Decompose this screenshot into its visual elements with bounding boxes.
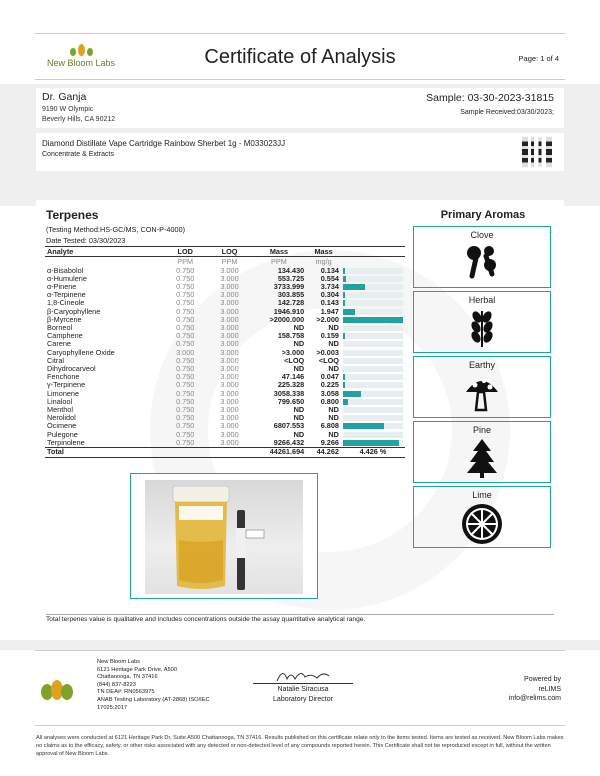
mass-ppm-value: 158.758 xyxy=(277,331,305,341)
aroma-label: Lime xyxy=(472,490,492,500)
loq-value: 3.000 xyxy=(220,437,239,447)
address-line: (844) 837-8223 xyxy=(97,681,136,688)
mass-bar-fill xyxy=(343,317,403,323)
loq-value: 3.000 xyxy=(220,306,239,316)
footer-lab-name: New Bloom Labs xyxy=(97,659,140,665)
mass-bar xyxy=(343,382,403,388)
mass-mgg-value: 0.143 xyxy=(320,298,339,308)
unit-ppm: PPM xyxy=(271,256,287,266)
analyte-name: Borneol xyxy=(47,322,73,332)
lod-value: 0.750 xyxy=(176,306,195,316)
mass-bar-fill xyxy=(343,391,361,397)
units-row xyxy=(45,257,405,267)
loq-value: 3.000 xyxy=(220,380,239,390)
mass-bar-fill xyxy=(343,309,355,315)
mass-bar-cell xyxy=(341,349,405,357)
terpenes-note: Total terpenes value is qualitative and includes concentrations outside the assay quantitative analytical range. xyxy=(46,614,554,623)
mass-ppm-value: 553.725 xyxy=(277,273,305,283)
mass-bar xyxy=(343,317,403,323)
mass-mgg-value: <LOQ xyxy=(318,355,339,365)
powered-by-name: reLIMS xyxy=(538,685,561,693)
mass-bar-cell xyxy=(341,299,405,307)
aroma-label: Earthy xyxy=(468,360,495,370)
mass-ppm-value: 142.728 xyxy=(277,298,305,308)
lod-value: 0.750 xyxy=(176,388,195,398)
lod-value: 0.750 xyxy=(176,339,195,349)
mass-bar xyxy=(343,333,403,339)
mass-bar-fill xyxy=(343,284,365,290)
loq-value: 3.000 xyxy=(220,355,239,365)
mass-bar-fill xyxy=(343,399,348,405)
total-row xyxy=(45,447,405,457)
product-info xyxy=(36,133,564,171)
mass-bar-cell xyxy=(341,422,405,430)
mass-mgg-value: ND xyxy=(328,363,339,373)
loq-value: 3.000 xyxy=(220,314,239,324)
product-category: Concentrate & Extracts xyxy=(42,151,114,158)
lod-value: 0.750 xyxy=(176,363,195,373)
address-line: Chattanooga, TN 37416 xyxy=(97,674,158,681)
herb-icon xyxy=(467,307,497,349)
mass-ppm-value: 47.146 xyxy=(281,372,305,382)
analyte-name: Camphene xyxy=(47,331,83,341)
mass-mgg-value: 9.266 xyxy=(320,437,339,447)
col-analyte: Analyte xyxy=(45,247,163,257)
lime-slice-icon xyxy=(460,502,504,546)
analyte-name: Limonene xyxy=(47,388,80,398)
analyte-name: Nerolidol xyxy=(47,413,76,423)
mass-mgg-value: ND xyxy=(328,339,339,349)
aroma-label: Herbal xyxy=(468,295,496,305)
mass-ppm-value: ND xyxy=(293,363,305,373)
loq-value: 3.000 xyxy=(220,331,239,341)
mass-bar-fill xyxy=(343,333,345,339)
loq-value: 3.000 xyxy=(220,298,239,308)
analyte-name: Dihydrocarveol xyxy=(47,363,96,373)
loq-value: 3.000 xyxy=(220,322,239,332)
mass-ppm-value: ND xyxy=(293,413,305,423)
mass-bar-cell xyxy=(341,340,405,348)
total-ppm: 44261.694 xyxy=(252,447,307,457)
client-address-line2: Beverly Hills, CA 90212 xyxy=(42,116,116,123)
mass-bar-cell xyxy=(341,381,405,389)
clove-icon xyxy=(462,242,502,282)
mass-ppm-value: 9266.432 xyxy=(273,437,305,447)
lod-value: 0.750 xyxy=(176,437,195,447)
loq-value: 3.000 xyxy=(220,265,239,275)
analyte-name: Citral xyxy=(47,355,65,365)
mass-mgg-value: 0.304 xyxy=(320,290,339,300)
client-info xyxy=(36,88,564,128)
mass-bar xyxy=(343,268,403,274)
mass-bar-cell xyxy=(341,373,405,381)
mass-mgg-value: 0.134 xyxy=(320,265,339,275)
mass-bar-cell xyxy=(341,283,405,291)
signature-block xyxy=(253,669,353,703)
lod-value: 0.750 xyxy=(176,429,195,439)
lod-value: 0.750 xyxy=(176,322,195,332)
mass-mgg-value: 3.734 xyxy=(320,281,339,291)
mass-bar-cell xyxy=(341,267,405,275)
mass-bar-fill xyxy=(343,382,345,388)
lab-address xyxy=(97,659,210,712)
mass-bar-fill xyxy=(343,268,345,274)
address-line: ANAB Testing Laboratory (AT-2868) ISO/IEC xyxy=(97,696,210,703)
analyte-name: β-Myrcene xyxy=(47,314,82,324)
mass-mgg-value: 6.808 xyxy=(320,421,339,431)
sample-received: Sample Received:03/30/2023; xyxy=(460,109,554,116)
mass-bar xyxy=(343,292,403,298)
lod-value: 0.750 xyxy=(176,404,195,414)
mass-mgg-value: 0.225 xyxy=(320,380,339,390)
loq-value: 3.000 xyxy=(220,372,239,382)
signature-image xyxy=(273,667,333,685)
analyte-name: Pulegone xyxy=(47,429,78,439)
loq-value: 3.000 xyxy=(220,388,239,398)
analyte-name: Terpinolene xyxy=(47,437,85,447)
mass-bar xyxy=(343,358,403,364)
analyte-name: Caryophyllene Oxide xyxy=(47,347,115,357)
lod-value: 0.750 xyxy=(176,355,195,365)
pine-tree-icon xyxy=(465,437,499,479)
lod-value: 0.750 xyxy=(176,273,195,283)
mass-bar-cell xyxy=(341,308,405,316)
powered-by xyxy=(509,675,561,704)
loq-value: 3.000 xyxy=(220,396,239,406)
mass-bar xyxy=(343,341,403,347)
loq-value: 3.000 xyxy=(220,347,239,357)
mass-bar-cell xyxy=(341,365,405,373)
analyte-name: α-Terpinene xyxy=(47,290,86,300)
mass-bar xyxy=(343,325,403,331)
aroma-card-clove xyxy=(413,226,551,288)
product-photo xyxy=(130,473,318,599)
mass-ppm-value: >2000.000 xyxy=(269,314,305,324)
analyte-name: 1,8-Cineole xyxy=(47,298,85,308)
lod-value: 3.000 xyxy=(176,347,195,357)
mass-ppm-value: ND xyxy=(293,429,305,439)
primary-aromas-title: Primary Aromas xyxy=(440,209,526,221)
mass-ppm-value: 6807.553 xyxy=(273,421,305,431)
mass-bar xyxy=(343,432,403,438)
mass-bar-cell xyxy=(341,357,405,365)
mass-ppm-value: 303.855 xyxy=(277,290,305,300)
loq-value: 3.000 xyxy=(220,363,239,373)
mass-ppm-value: 3733.999 xyxy=(273,281,305,291)
mass-bar-cell xyxy=(341,275,405,283)
mass-mgg-value: ND xyxy=(328,322,339,332)
mass-bar-cell xyxy=(341,406,405,414)
page-title: Certificate of Analysis xyxy=(204,46,396,68)
qr-code-icon[interactable] xyxy=(522,137,552,167)
aroma-card-herbal xyxy=(413,291,551,353)
terpenes-table xyxy=(45,246,405,458)
lod-value: 0.750 xyxy=(176,380,195,390)
aroma-card-pine xyxy=(413,421,551,483)
sample-id: Sample: 03-30-2023-31815 xyxy=(426,92,554,104)
mass-mgg-value: 0.800 xyxy=(320,396,339,406)
lod-value: 0.750 xyxy=(176,290,195,300)
lod-value: 0.750 xyxy=(176,265,195,275)
loq-value: 3.000 xyxy=(220,404,239,414)
mass-ppm-value: 799.650 xyxy=(277,396,305,406)
mass-bar xyxy=(343,391,403,397)
mass-bar xyxy=(343,276,403,282)
address-line: 6121 Heritage Park Drive, A500 xyxy=(97,666,177,673)
aroma-card-lime xyxy=(413,486,551,548)
analyte-name: Carene xyxy=(47,339,71,349)
mass-mgg-value: ND xyxy=(328,404,339,414)
contact-email[interactable]: info@relims.com xyxy=(508,695,561,702)
lod-value: 0.750 xyxy=(176,421,195,431)
loq-value: 3.000 xyxy=(220,413,239,423)
mass-bar-cell xyxy=(341,291,405,299)
mass-mgg-value: 0.159 xyxy=(320,331,339,341)
unit-mgg: mg/g xyxy=(315,256,332,266)
mass-mgg-value: ND xyxy=(328,429,339,439)
mass-bar-fill xyxy=(343,423,384,429)
aroma-label: Pine xyxy=(472,425,491,435)
mass-ppm-value: 1946.910 xyxy=(273,306,305,316)
powered-by-label: Powered by xyxy=(524,676,561,683)
mass-bar-fill xyxy=(343,276,346,282)
analyte-name: β-Caryophyllene xyxy=(47,306,101,316)
header xyxy=(35,33,565,80)
lod-value: 0.750 xyxy=(176,331,195,341)
analyte-name: α-Pinene xyxy=(47,281,77,291)
mass-bar-cell xyxy=(341,414,405,422)
mass-ppm-value: 225.328 xyxy=(277,380,305,390)
mushroom-icon xyxy=(462,372,502,414)
sample-info xyxy=(426,92,554,116)
analyte-name: Menthol xyxy=(47,404,73,414)
mass-ppm-value: 3058.338 xyxy=(273,388,305,398)
col-lod: LOD xyxy=(163,247,207,257)
mass-bar-cell xyxy=(341,324,405,332)
aroma-label: Clove xyxy=(470,230,494,240)
mass-bar-fill xyxy=(343,440,399,446)
mass-mgg-value: ND xyxy=(328,413,339,423)
col-loq: LOQ xyxy=(207,247,251,257)
mass-bar-cell xyxy=(341,332,405,340)
unit-loq: PPM xyxy=(221,256,238,266)
mass-bar-fill xyxy=(343,374,345,380)
terpenes-title: Terpenes xyxy=(46,208,99,222)
loq-value: 3.000 xyxy=(220,339,239,349)
mass-bar xyxy=(343,374,403,380)
footer xyxy=(35,650,565,726)
lod-value: 0.750 xyxy=(176,413,195,423)
loq-value: 3.000 xyxy=(220,429,239,439)
product-jar-image xyxy=(145,480,303,594)
mass-ppm-value: <LOQ xyxy=(284,355,305,365)
analyte-name: γ-Terpinene xyxy=(47,380,86,390)
mass-mgg-value: 3.058 xyxy=(320,388,339,398)
mass-bar xyxy=(343,284,403,290)
director-name: Natalie Siracusa xyxy=(253,683,353,693)
mass-bar xyxy=(343,366,403,372)
aroma-card-earthy xyxy=(413,356,551,418)
mass-bar xyxy=(343,399,403,405)
disclaimer: All analyses were conducted at 6121 Heritage Park Dr, Suite A500 Chattanooga, TN 37416. Results published on this certificate relate only to the items tested. Items are tested as received. New Bloom Labs makes no claims as to the efficacy, safety, or other risks associated with any detected or non-detected level of any compounds reported herein. This Certificate shall not be reproduced except in full, without the written approval of New Bloom Labs. xyxy=(36,735,564,757)
analyte-name: Fenchone xyxy=(47,372,80,382)
mass-mgg-value: 0.047 xyxy=(320,372,339,382)
mass-bar xyxy=(343,350,403,356)
loq-value: 3.000 xyxy=(220,273,239,283)
mass-ppm-value: ND xyxy=(293,322,305,332)
mass-ppm-value: >3.000 xyxy=(281,347,305,357)
product-name: Diamond Distillate Vape Cartridge Rainbow Sherbet 1g - M033023JJ xyxy=(42,139,286,148)
col-mass-mgg: Mass xyxy=(306,247,341,257)
total-mgg: 44.262 xyxy=(306,447,341,457)
client-name: Dr. Ganja xyxy=(42,91,87,103)
lod-value: 0.750 xyxy=(176,396,195,406)
mass-bar xyxy=(343,440,403,446)
mass-ppm-value: ND xyxy=(293,404,305,414)
address-line: TN DEA#: RN0563975 xyxy=(97,689,155,696)
address-line: 17025:2017 xyxy=(97,704,128,711)
loq-value: 3.000 xyxy=(220,421,239,431)
total-percent: 4.426 % xyxy=(341,447,405,457)
date-tested: Date Tested: 03/30/2023 xyxy=(46,236,126,245)
mass-mgg-value: 1.947 xyxy=(320,306,339,316)
mass-bar xyxy=(343,300,403,306)
mass-mgg-value: 0.554 xyxy=(320,273,339,283)
page-number: Page: 1 of 4 xyxy=(518,54,559,63)
table-header xyxy=(45,247,405,257)
col-mass-ppm: Mass xyxy=(252,247,307,257)
mass-bar-cell xyxy=(341,398,405,406)
lod-value: 0.750 xyxy=(176,281,195,291)
lod-value: 0.750 xyxy=(176,372,195,382)
testing-method: (Testing Method:HS-GC/MS, CON-P-4000) xyxy=(46,225,186,234)
lod-value: 0.750 xyxy=(176,298,195,308)
director-title: Laboratory Director xyxy=(273,696,333,703)
mass-bar xyxy=(343,309,403,315)
lod-value: 0.750 xyxy=(176,314,195,324)
analyte-name: α-Humulene xyxy=(47,273,87,283)
mass-bar xyxy=(343,415,403,421)
mass-bar-cell xyxy=(341,390,405,398)
analyte-name: α-Bisabolol xyxy=(47,265,84,275)
mass-mgg-value: >0.003 xyxy=(316,347,339,357)
leaf-logo-icon xyxy=(39,679,75,701)
mass-ppm-value: 134.430 xyxy=(277,265,305,275)
mass-bar xyxy=(343,407,403,413)
loq-value: 3.000 xyxy=(220,290,239,300)
analyte-name: Linalool xyxy=(47,396,73,406)
analyte-name: Ocimene xyxy=(47,421,77,431)
mass-bar-cell xyxy=(341,316,405,324)
client-address-line1: 9190 W Olympic xyxy=(42,106,94,113)
lab-name: New Bloom Labs xyxy=(46,58,116,68)
mass-bar xyxy=(343,423,403,429)
loq-value: 3.000 xyxy=(220,281,239,291)
mass-ppm-value: ND xyxy=(293,339,305,349)
mass-bar-cell xyxy=(341,439,405,448)
unit-lod: PPM xyxy=(177,256,194,266)
mass-bar-cell xyxy=(341,431,405,439)
table-row xyxy=(45,439,405,448)
mass-bar-fill xyxy=(343,300,345,306)
mass-bar-fill xyxy=(343,292,345,298)
mass-mgg-value: >2.000 xyxy=(316,314,339,324)
total-label: Total xyxy=(45,447,163,457)
